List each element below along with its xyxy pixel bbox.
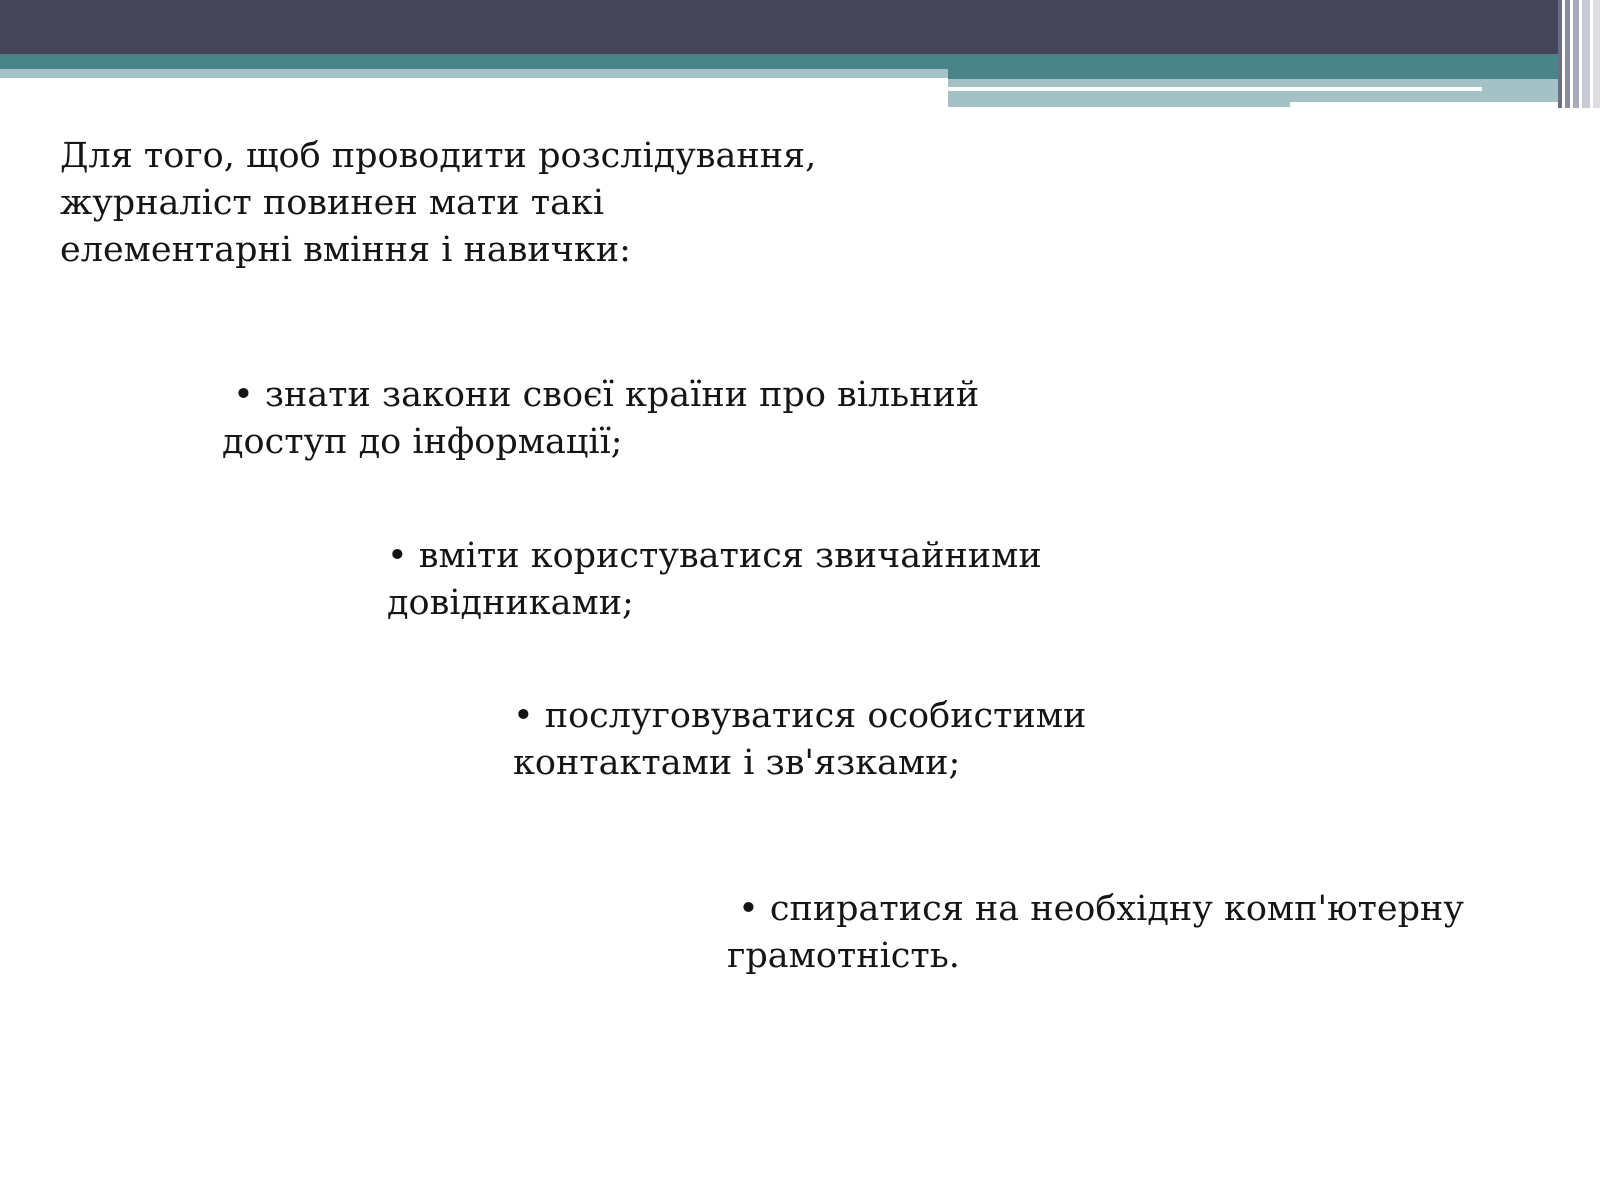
header-band-teal [0, 54, 1558, 69]
header-edge-strips [1558, 0, 1600, 108]
header-white-tail [1290, 102, 1558, 107]
bullet-item-references [387, 533, 1042, 627]
intro-line: елементарні вміння і навички: [60, 230, 631, 270]
bullet-line: доступ до інформації; [222, 422, 623, 462]
bullet-line: контактами і зв'язками; [513, 743, 961, 783]
bullet-line: довідниками; [387, 583, 634, 623]
header-band-teal-right [948, 69, 1558, 79]
intro-text [60, 133, 816, 274]
intro-line: Для того, щоб проводити розслідування, [60, 136, 817, 176]
bullet-line: • послуговуватися особистими [513, 696, 1087, 736]
bullet-line: • спиратися на необхідну комп'ютерну [727, 889, 1464, 929]
edge-strip [1582, 0, 1590, 108]
bullet-line: • вміти користуватися звичайними [387, 536, 1042, 576]
bullet-line: грамотність. [727, 936, 960, 976]
edge-strip [1593, 0, 1600, 108]
header-band-dark [0, 0, 1558, 54]
header-white-line [948, 87, 1482, 91]
bullet-item-computer-literacy [727, 886, 1464, 980]
header-band-light-left [0, 69, 948, 78]
intro-line: журналіст повинен мати такі [60, 183, 605, 223]
bullet-line: • знати закони своєї країни про вільний [222, 375, 980, 415]
bullet-item-contacts [513, 693, 1086, 787]
bullet-item-laws [222, 372, 979, 466]
